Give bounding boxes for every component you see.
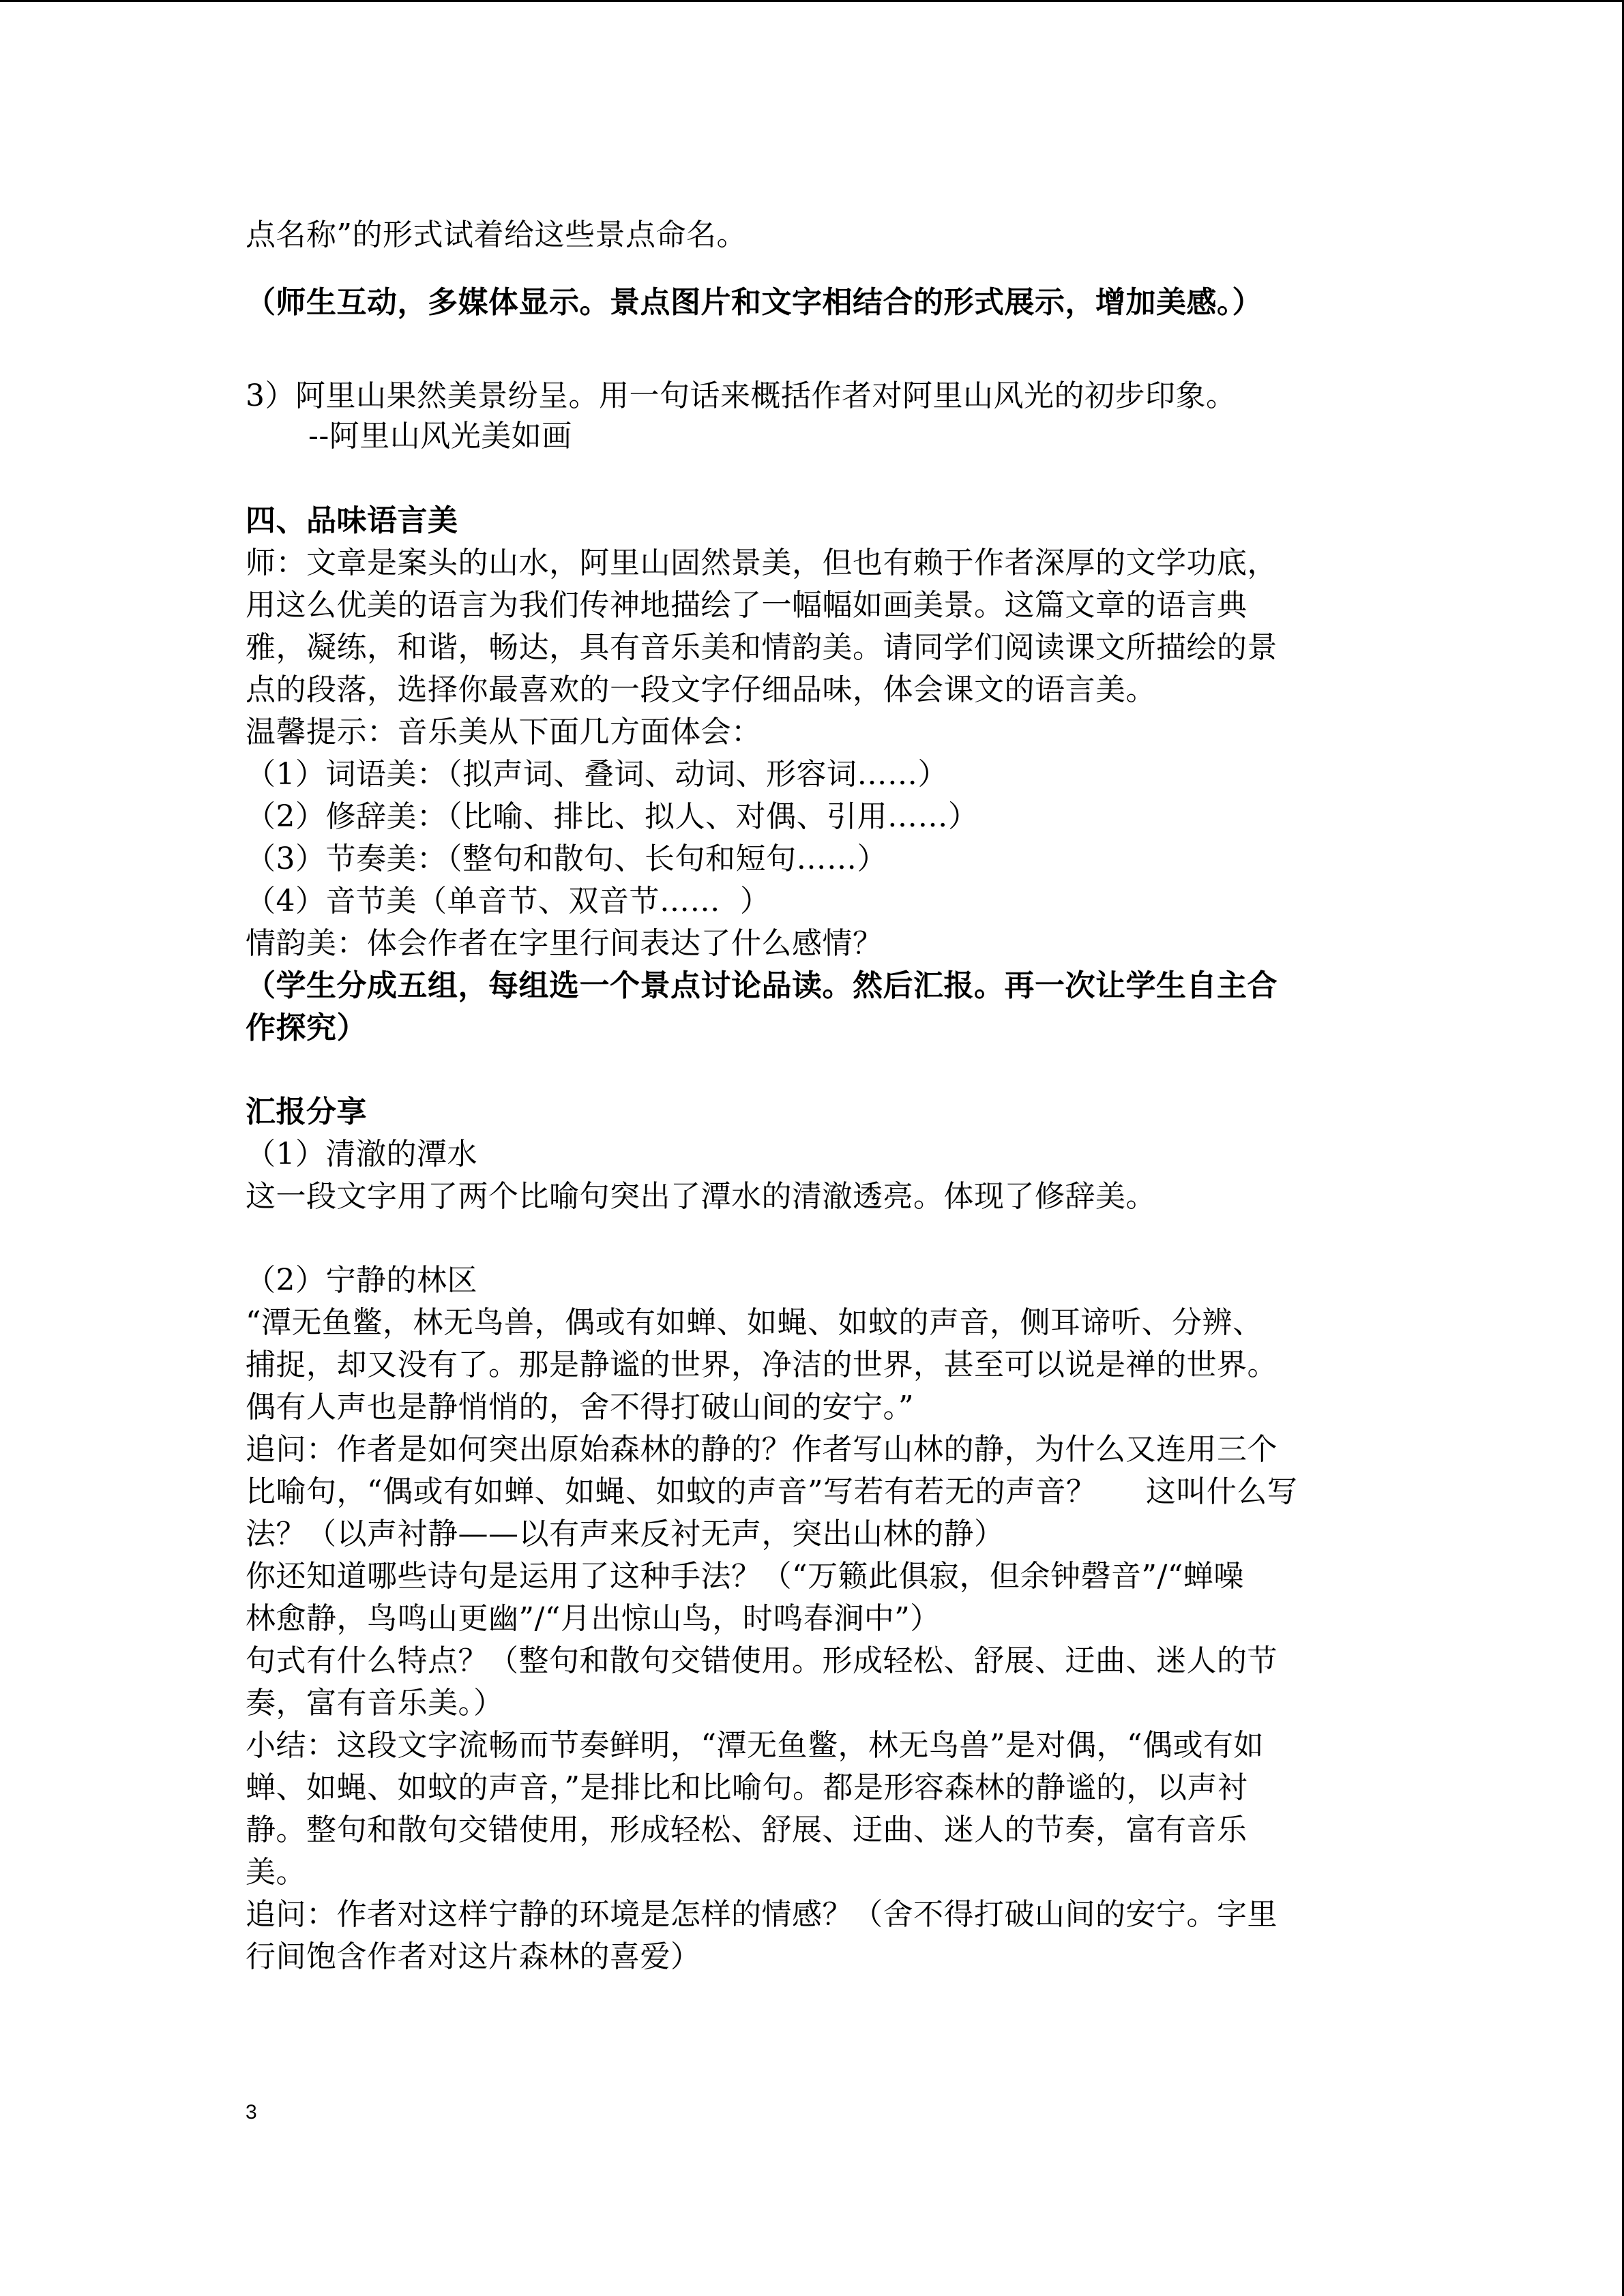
text-line: 静。整句和散句交错使用，形成轻松、舒展、迂曲、迷人的节奏，富有音乐 <box>246 1813 1247 1847</box>
sub-heading: 汇报分享 <box>246 1094 367 1129</box>
answer-line: --阿里山风光美如画 <box>308 419 572 453</box>
text-line: 林愈静，鸟鸣山更幽”/“月出惊山鸟，时鸣春涧中”） <box>246 1601 941 1636</box>
page-number: 3 <box>246 2101 257 2123</box>
text-line: 追问：作者对这样宁静的环境是怎样的情感？（舍不得打破山间的安宁。字里 <box>246 1897 1278 1932</box>
text-line: 用这么优美的语言为我们传神地描绘了一幅幅如画美景。这篇文章的语言典 <box>246 588 1247 623</box>
text-line: 雅，凝练，和谐，畅达，具有音乐美和情韵美。请同学们阅读课文所描绘的景 <box>246 630 1278 665</box>
text-line: 3）阿里山果然美景纷呈。用一句话来概括作者对阿里山风光的初步印象。 <box>246 378 1237 413</box>
text-line: 捕捉，却又没有了。那是静谧的世界，净洁的世界，甚至可以说是禅的世界。 <box>246 1347 1278 1382</box>
section-heading: 四、品味语言美 <box>246 503 458 538</box>
text-line: 师：文章是案头的山水，阿里山固然景美，但也有赖于作者深厚的文学功底， <box>246 546 1278 580</box>
list-item: （4）音节美（单音节、双音节…… ） <box>246 884 771 919</box>
list-item: （2）修辞美：（比喻、排比、拟人、对偶、引用……） <box>246 799 979 834</box>
text-line: 行间饱含作者对这片森林的喜爱） <box>246 1939 701 1974</box>
text-line: “潭无鱼鳖，林无鸟兽，偶或有如蝉、如蝇、如蚊的声音，侧耳谛听、分辨、 <box>246 1305 1263 1340</box>
text-line: 小结：这段文字流畅而节奏鲜明，“潭无鱼鳖，林无鸟兽”是对偶，“偶或有如 <box>246 1728 1264 1763</box>
bold-note-line: （师生互动，多媒体显示。景点图片和文字相结合的形式展示，增加美感。） <box>246 285 1263 320</box>
text-line: 情韵美：体会作者在字里行间表达了什么感情？ <box>246 926 883 961</box>
text-line: （2）宁静的林区 <box>246 1263 477 1298</box>
text-line: 蝉、如蝇、如蚊的声音，”是排比和比喻句。都是形容森林的静谧的，以声衬 <box>246 1770 1248 1805</box>
bold-note-line: 作探究） <box>246 1011 367 1045</box>
list-item: （1）词语美：（拟声词、叠词、动词、形容词……） <box>246 757 948 792</box>
text-line: 比喻句，“偶或有如蝉、如蝇、如蚊的声音”写若有若无的声音？ 这叫什么写 <box>246 1474 1298 1509</box>
text-line: 温馨提示：音乐美从下面几方面体会： <box>246 715 762 749</box>
list-item: （3）节奏美：（整句和散句、长句和短句……） <box>246 841 887 876</box>
text-line: 奏，富有音乐美。） <box>246 1686 504 1720</box>
text-line: 句式有什么特点？（整句和散句交错使用。形成轻松、舒展、迂曲、迷人的节 <box>246 1643 1278 1678</box>
text-line: 你还知道哪些诗句是运用了这种手法？（“万籁此俱寂，但余钟磬音”/“蝉噪 <box>246 1559 1244 1594</box>
text-line: 点的段落，选择你最喜欢的一段文字仔细品味，体会课文的语言美。 <box>246 672 1156 707</box>
text-line: 法？（以声衬静——以有声来反衬无声，突出山林的静） <box>246 1517 1005 1551</box>
text-line: 点名称”的形式试着给这些景点命名。 <box>246 218 747 252</box>
text-line: 这一段文字用了两个比喻句突出了潭水的清澈透亮。体现了修辞美。 <box>246 1179 1156 1214</box>
text-line: （1）清澈的潭水 <box>246 1137 477 1172</box>
text-line: 美。 <box>246 1855 306 1890</box>
bold-note-line: （学生分成五组，每组选一个景点讨论品读。然后汇报。再一次让学生自主合 <box>246 968 1278 1003</box>
text-line: 追问：作者是如何突出原始森林的静的？作者写山林的静，为什么又连用三个 <box>246 1432 1278 1467</box>
text-line: 偶有人声也是静悄悄的，舍不得打破山间的安宁。” <box>246 1390 914 1425</box>
